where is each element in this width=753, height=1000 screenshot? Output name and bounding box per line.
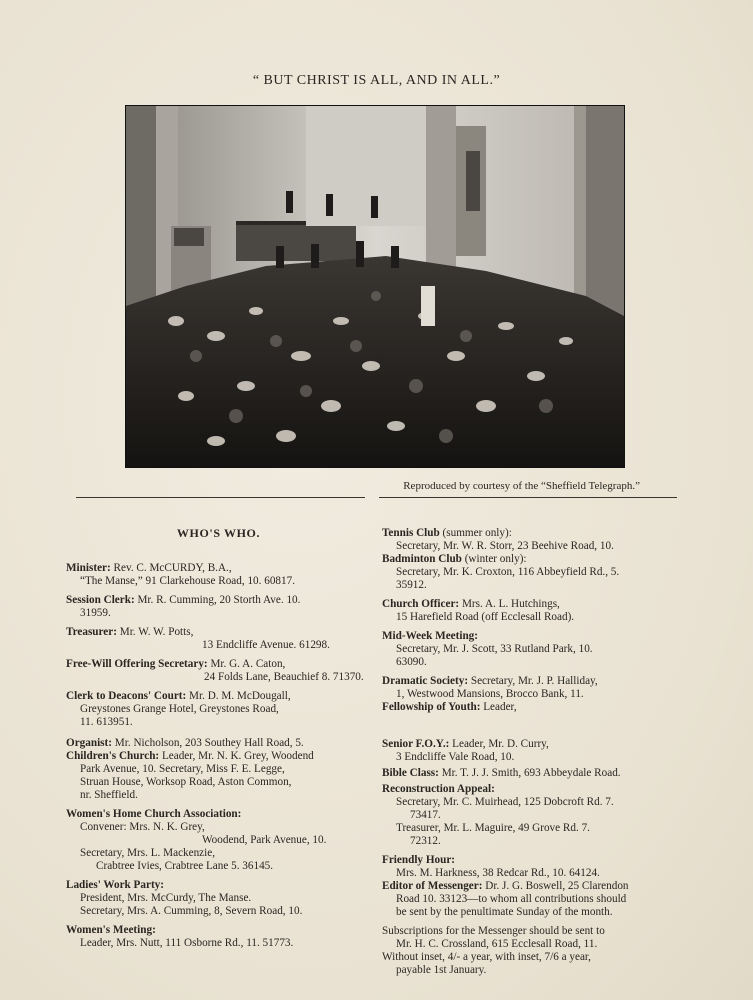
entry-text: nr. Sheffield.: [80, 789, 138, 801]
spacer: [382, 726, 687, 738]
spacer: [382, 714, 687, 726]
entry-label: Treasurer:: [66, 626, 117, 638]
entry-minister: [66, 562, 371, 588]
entry-text: 15 Harefield Road (off Ecclesall Road).: [396, 611, 575, 623]
entry-text: Mrs. A. L. Hutchings,: [461, 598, 560, 610]
photo-credit: Reproduced by courtesy of the “Sheffield Telegraph.”: [403, 480, 640, 492]
entry-text: 24 Folds Lane, Beauchief 8. 71370.: [204, 671, 364, 683]
entry-tennis: [382, 527, 687, 553]
entry-text: Leader, Mr. D. Curry,: [452, 738, 549, 750]
entry-text: Mr. T. J. J. Smith, 693 Abbeydale Road.: [441, 767, 621, 779]
entry-treasurer: [66, 626, 371, 652]
entry-text: Crabtree Ivies, Crabtree Lane 5. 36145.: [96, 860, 274, 872]
entry-label: Clerk to Deacons' Court:: [66, 690, 187, 702]
entry-text: (summer only):: [442, 527, 512, 539]
entry-label: Dramatic Society:: [382, 675, 469, 687]
entry-text: Leader,: [483, 701, 517, 713]
entry-text: President, Mrs. McCurdy, The Manse.: [80, 892, 252, 904]
entry-label: Mid-Week Meeting:: [382, 630, 478, 642]
entry-text: (winter only):: [464, 553, 527, 565]
entry-label: Women's Meeting:: [66, 924, 156, 936]
entry-text: Mr. H. C. Crossland, 615 Ecclesall Road, 11.: [396, 938, 598, 950]
entry-text: Secretary, Mr. J. P. Halliday,: [470, 675, 598, 687]
entry-text: Greystones Grange Hotel, Greystones Road,: [80, 703, 279, 715]
entry-text: Rev. C. McCURDY, B.A.,: [113, 562, 232, 574]
entry-label: Women's Home Church Association:: [66, 808, 242, 820]
entry-text: Secretary, Mrs. A. Cumming, 8, Severn Road, 10.: [80, 905, 303, 917]
divider-right: [379, 497, 677, 498]
entry-label: Children's Church:: [66, 750, 160, 762]
entry-text: 1, Westwood Mansions, Brocco Bank, 11.: [396, 688, 584, 700]
divider-left: [76, 497, 365, 498]
entry-text: Dr. J. G. Boswell, 25 Clarendon: [485, 880, 629, 892]
entry-text: Park Avenue, 10. Secretary, Miss F. E. Legge,: [80, 763, 285, 775]
entry-text: Leader, Mrs. Nutt, 111 Osborne Rd., 11. 51773.: [80, 937, 294, 949]
entry-text: Secretary, Mr. K. Croxton, 116 Abbeyfield Rd., 5.: [396, 566, 620, 578]
entry-label: Reconstruction Appeal:: [382, 783, 495, 795]
entry-text: Struan House, Worksop Road, Aston Common,: [80, 776, 292, 788]
entry-text: 3 Endcliffe Vale Road, 10.: [396, 751, 515, 763]
entry-deacons: [66, 690, 371, 729]
entry-text: Convener: Mrs. N. K. Grey,: [80, 821, 205, 833]
entry-text: Woodend, Park Avenue, 10.: [202, 834, 327, 846]
entry-label: Free-Will Offering Secretary:: [66, 658, 208, 670]
entry-text: be sent by the penultimate Sunday of the month.: [396, 906, 613, 918]
entry-text: Secretary, Mr. W. R. Storr, 23 Beehive Road, 10.: [396, 540, 614, 552]
entry-text: Mr. R. Cumming, 20 Storth Ave. 10.: [137, 594, 301, 606]
section-title: WHO'S WHO.: [176, 526, 261, 540]
church-congregation-photo: [125, 105, 625, 468]
entry-label: Organist:: [66, 737, 112, 749]
entry-freewill: [66, 658, 371, 684]
entry-text: Mr. G. A. Caton,: [210, 658, 286, 670]
whos-who-right-column: [382, 527, 687, 983]
entry-text: Road 10. 33123—to whom all contributions should: [396, 893, 627, 905]
entry-label: Editor of Messenger:: [382, 880, 483, 892]
entry-text: Subscriptions for the Messenger should be sent to: [382, 925, 605, 937]
entry-text: Leader, Mr. N. K. Grey, Woodend: [161, 750, 314, 762]
entry-text: Mr. W. W. Potts,: [119, 626, 194, 638]
entry-text: Secretary, Mrs. L. Mackenzie,: [80, 847, 216, 859]
entry-editor: [382, 880, 687, 919]
entry-text: 72312.: [410, 835, 441, 847]
entry-text: 31959.: [80, 607, 111, 619]
entry-childrens-church: [66, 750, 371, 802]
entry-label: Tennis Club: [382, 527, 440, 539]
whos-who-left-column: [66, 527, 371, 956]
entry-label: Session Clerk:: [66, 594, 135, 606]
entry-ladies-work-party: [66, 879, 371, 918]
entry-label: Church Officer:: [382, 598, 460, 610]
entry-label: Minister:: [66, 562, 111, 574]
entry-label: Fellowship of Youth:: [382, 701, 481, 713]
entry-label: Bible Class:: [382, 767, 439, 779]
entry-session-clerk: [66, 594, 371, 620]
entry-text: 73417.: [410, 809, 441, 821]
entry-text: Mr. D. M. McDougall,: [189, 690, 291, 702]
entry-bible-class: [382, 767, 687, 780]
entry-text: 13 Endcliffe Avenue. 61298.: [202, 639, 330, 651]
entry-friendly-hour: [382, 854, 687, 880]
entry-text: Treasurer, Mr. L. Maguire, 49 Grove Rd. 7.: [396, 822, 590, 834]
entry-text: payable 1st January.: [396, 964, 487, 976]
entry-text: Without inset, 4/- a year, with inset, 7/6 a year,: [382, 951, 591, 963]
entry-text: Mrs. M. Harkness, 38 Redcar Rd., 10. 64124.: [396, 867, 600, 879]
entry-mid-week: [382, 630, 687, 669]
entry-reconstruction: [382, 783, 687, 848]
entry-label: Senior F.O.Y.:: [382, 738, 450, 750]
entry-subscriptions: [382, 925, 687, 977]
entry-text: 11. 613951.: [80, 716, 133, 728]
entry-senior-foy: [382, 738, 687, 764]
entry-dramatic: [382, 675, 687, 701]
entry-church-officer: [382, 598, 687, 624]
entry-organist: [66, 737, 371, 750]
entry-text: Secretary, Mr. C. Muirhead, 125 Dobcroft Rd. 7.: [396, 796, 614, 808]
entry-whca: [66, 808, 371, 873]
entry-label: Badminton Club: [382, 553, 462, 565]
entry-text: 35912.: [396, 579, 427, 591]
entry-text: “The Manse,” 91 Clarkehouse Road, 10. 60817.: [80, 575, 295, 587]
entry-badminton: [382, 553, 687, 592]
entry-text: Secretary, Mr. J. Scott, 33 Rutland Park, 10.: [396, 643, 593, 655]
entry-label: Friendly Hour:: [382, 854, 456, 866]
entry-label: Ladies' Work Party:: [66, 879, 164, 891]
entry-fellowship: [382, 701, 687, 714]
entry-womens-meeting: [66, 924, 371, 950]
entry-text: 63090.: [396, 656, 427, 668]
entry-text: Mr. Nicholson, 203 Southey Hall Road, 5.: [114, 737, 304, 749]
page-heading: “ BUT CHRIST IS ALL, AND IN ALL.”: [252, 73, 501, 88]
